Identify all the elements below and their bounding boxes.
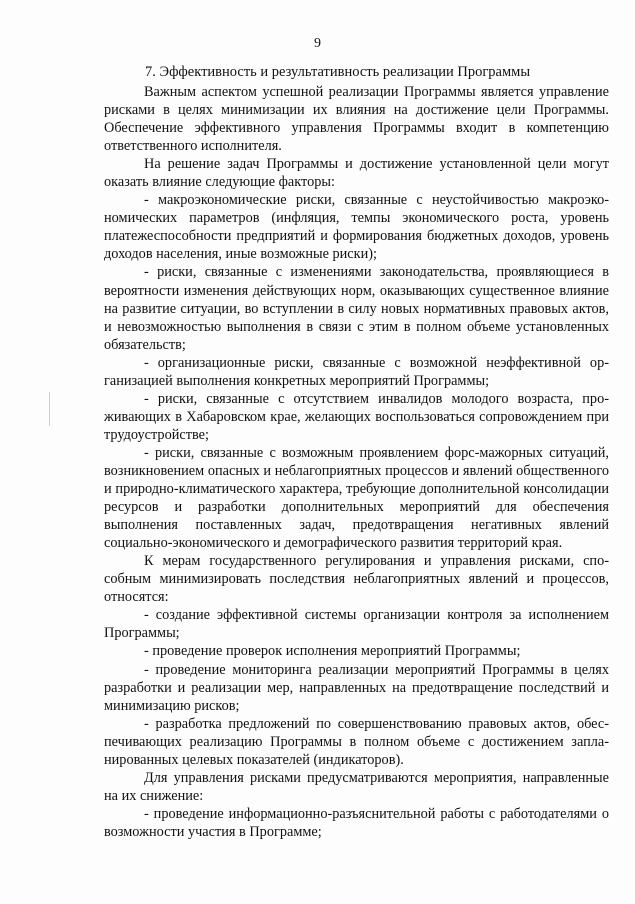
body-text (104, 83, 609, 841)
list-item-force-majeure-risks: - риски, связанные с возможным проявлением форс-мажорных ситуаций, возникновением опасных и неблагоприятных процессов и явлений общественного и природно-климатического характера, требующие дополнительной консолидации ресурсов и разработки дополнительных мероприятий для обеспечения выполнения поставленных задач, предотвращения негативных явлений социально-экономического и демографического развития территорий края. (104, 444, 609, 552)
list-item-monitoring: - проведение мониторинга реализации мероприятий Программы в целях разработки и реализации мер, направленных на предотвращение последствий и минимизацию рисков; (104, 661, 609, 714)
list-item-inspections: - проведение проверок исполнения мероприятий Программы; (144, 643, 521, 660)
paragraph-factors-intro: На решение задач Программы и достижение установленной цели могут оказать влияние следующие факторы: (104, 156, 609, 191)
list-item-information-work: - проведение информационно-разъяснительной работы с работодателями о возможности участия в Программе; (104, 805, 609, 840)
list-item-organizational-risks: - организационные риски, связанные с возможной неэффективной организацией выполнения конкретных мероприятий Программы; (104, 354, 609, 389)
list-item-legal-proposals: - разработка предложений по совершенствованию правовых актов, обеспечивающих реализацию Программы в полном объеме с достижением запланированных целевых показателей (индикаторов). (104, 715, 609, 768)
page-number: 9 (314, 36, 321, 51)
list-item-control-system: - создание эффективной системы организации контроля за исполнением Программы; (104, 607, 609, 642)
list-item-macroeconomic-risks: - макроэкономические риски, связанные с неустойчивостью макроэкономических параметров (инфляция, темпы экономического роста, уровень платежеспособности предприятий и формирования бюджетных доходов, уровень доходов населения, иные возможные риски); (104, 192, 609, 263)
paragraph-regulation-measures: К мерам государственного регулирования и управления рисками, способным минимизировать последствия неблагоприятных явлений и процессов, относятся: (104, 553, 609, 606)
paragraph-intro: Важным аспектом успешной реализации Программы является управление рисками в целях минимизации их влияния на достижение цели Программы. Обеспечение эффективного управления Программы входит в компетенцию ответственного исполнителя. (104, 84, 609, 155)
scan-artifact-line (49, 392, 50, 426)
paragraph-risk-management-measures: Для управления рисками предусматриваются мероприятия, направленные на их снижение: (104, 769, 609, 804)
section-title: 7. Эффективность и результативность реализации Программы (145, 64, 531, 80)
list-item-legislative-risks: - риски, связанные с изменениями законодательства, проявляющиеся в вероятности изменения действующих норм, оказывающих существенное влияние на развитие ситуации, во вступлении в силу новых нормативных правовых актов, и невозможностью выполнения в связи с этим в полном объеме установленных обязательств; (104, 264, 609, 353)
list-item-absence-risks: - риски, связанные с отсутствием инвалидов молодого возраста, проживающих в Хабаровском крае, желающих воспользоваться сопровождением при трудоустройстве; (104, 390, 609, 443)
